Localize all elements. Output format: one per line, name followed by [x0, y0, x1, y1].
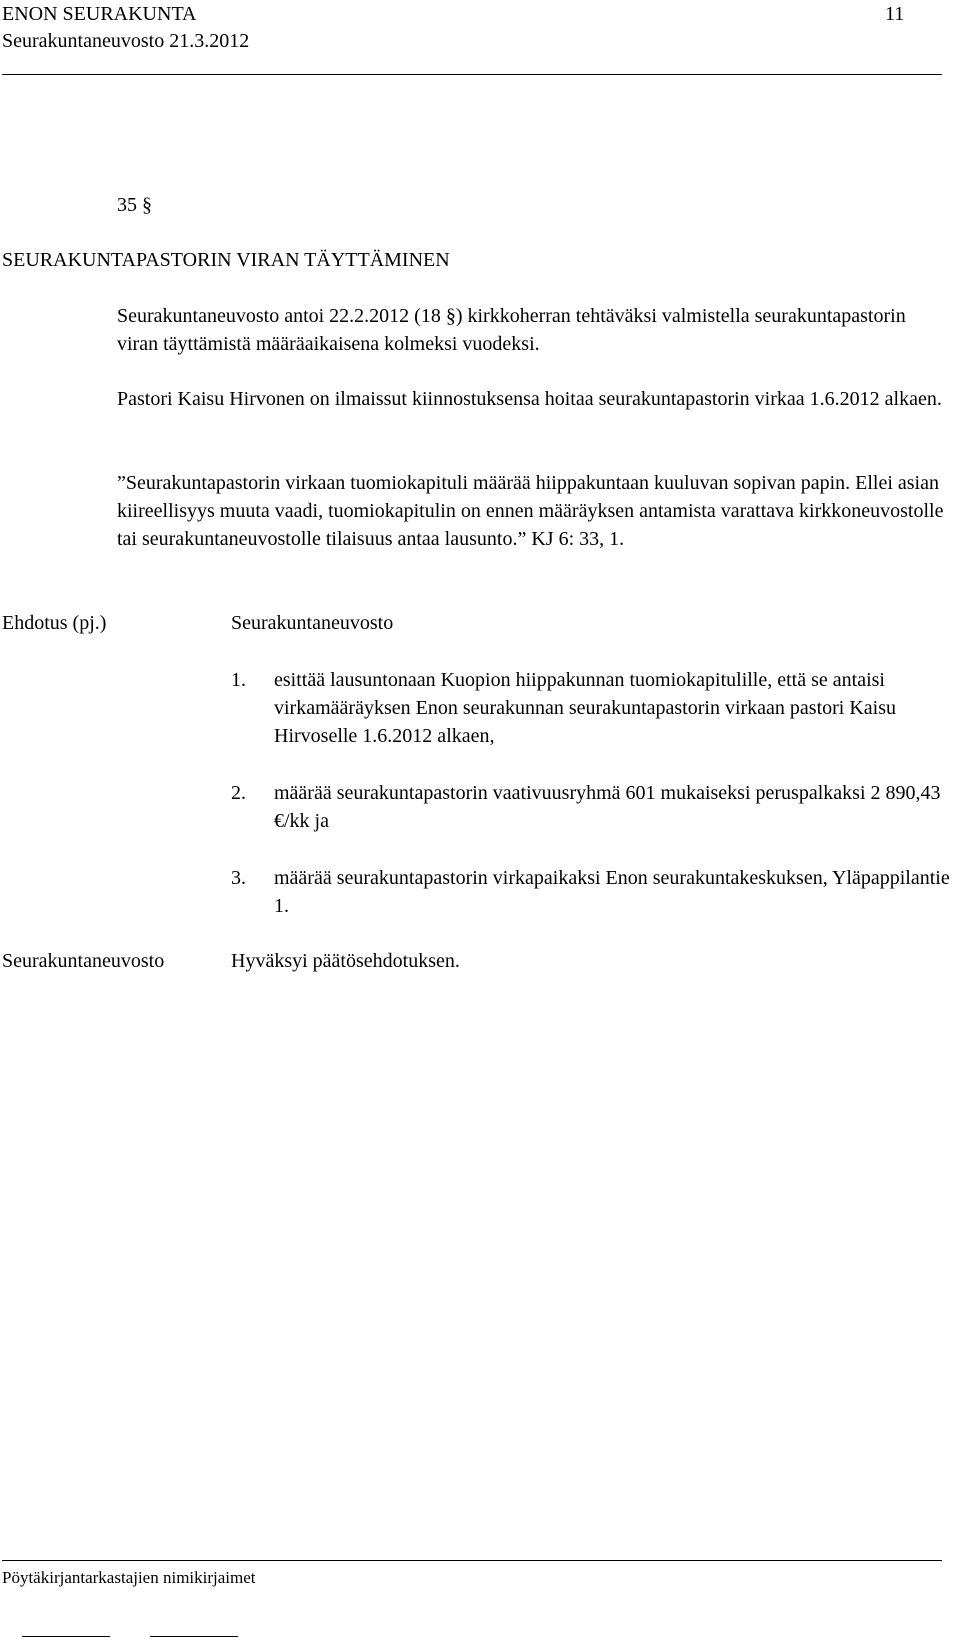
section-number: 35 §: [117, 194, 152, 216]
proposal-body-label: Seurakuntaneuvosto: [231, 612, 394, 634]
decision-label: Seurakuntaneuvosto: [2, 950, 165, 972]
proposal-item-text: esittää lausuntonaan Kuopion hiippakunnan tuomiokapitulille, että se antaisi virkamääräyksen Enon seurakunnan seurakuntapastorin virkaan pastori Kaisu Hirvoselle 1.6.2012 alkaen,: [274, 669, 897, 747]
proposal-item-text: määrää seurakuntapastorin virkapaikaksi Enon seurakuntakeskuksen, Yläpappilantie 1.: [274, 867, 950, 917]
header-subtitle: Seurakuntaneuvosto 21.3.2012: [2, 30, 250, 52]
paragraph-text: Pastori Kaisu Hirvonen on ilmaissut kiinnostuksensa hoitaa seurakuntapastorin virkaa 1.6.2012 alkaen.: [117, 388, 942, 410]
signature-line: [150, 1636, 238, 1637]
footer-label: Pöytäkirjantarkastajien nimikirjaimet: [2, 1568, 256, 1587]
decision-text: Hyväksyi päätösehdotuksen.: [231, 950, 460, 972]
proposal-item-number: 1.: [231, 669, 246, 691]
header-rule: [2, 74, 942, 75]
proposal-item-number: 3.: [231, 867, 246, 889]
paragraph: [117, 469, 945, 553]
paragraph: [117, 302, 945, 358]
section-title: SEURAKUNTAPASTORIN VIRAN TÄYTTÄMINEN: [2, 249, 450, 271]
paragraph-text: Seurakuntaneuvosto antoi 22.2.2012 (18 §) kirkkoherran tehtäväksi valmistella seurakuntapastorin viran täyttämistä määräaikaisena kolmeksi vuodeksi.: [117, 305, 906, 355]
proposal-item-text: määrää seurakuntapastorin vaativuusryhmä 601 mukaiseksi peruspalkaksi 2 890,43 €/kk ja: [274, 782, 941, 832]
footer-rule: [2, 1560, 942, 1561]
proposal-label: Ehdotus (pj.): [2, 612, 107, 634]
paragraph: [117, 385, 945, 413]
proposal-item-number: 2.: [231, 782, 246, 804]
signature-line: [22, 1636, 110, 1637]
paragraph-text: ”Seurakuntapastorin virkaan tuomiokapituli määrää hiippakuntaan kuuluvan sopivan papin. Ellei asian kiireellisyys muuta vaadi, tuomiokapitulin on ennen määräyksen antamista varattava kirkkoneuvostolle tai seurakuntaneuvostolle tilaisuus antaa lausunto.” KJ 6: 33, 1.: [117, 472, 944, 550]
page-number: 11: [885, 3, 905, 25]
header-title: ENON SEURAKUNTA: [2, 3, 197, 25]
